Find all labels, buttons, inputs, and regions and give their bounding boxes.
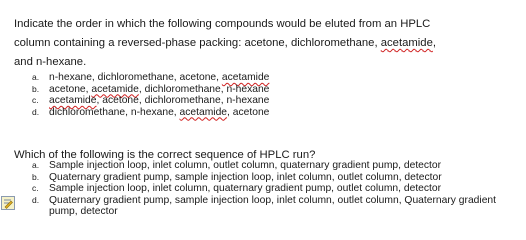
question-1-line-1: Indicate the order in which the following compounds would be eluted from an HPLC xyxy=(14,18,431,30)
question-1-option-b: b. acetone, acetamide, dichloromethane, n-hexane xyxy=(32,83,270,95)
question-1-option-d: d. dichloromethane, n-hexane, acetamide, acetone xyxy=(32,106,270,118)
option-letter: d. xyxy=(32,194,40,205)
question-2-option-d: d. Quaternary gradient pump, sample injection loop, inlet column, outlet column, Quaternary gradient pump, detector xyxy=(32,194,497,217)
question-1-line-3: and n-hexane. xyxy=(14,56,87,68)
spellcheck-flagged-word: acetamide xyxy=(49,95,97,106)
spellcheck-flagged-word: acetamide xyxy=(380,37,433,49)
spellcheck-flagged-word: acetamide xyxy=(179,106,228,118)
option-letter: c. xyxy=(32,183,39,193)
question-1-text: Indicate the order in which the following compounds would be eluted from an HPLC column containing a reversed-phase packing: acetone, dichloromethane, acetamide, and n-hexane. xyxy=(14,18,437,68)
comment-note-icon[interactable] xyxy=(1,196,15,210)
spellcheck-flagged-word: acetamide xyxy=(221,72,270,83)
option-letter: a. xyxy=(32,72,40,82)
question-2-option-c: c. Sample injection loop, inlet column, quaternary gradient pump, outlet column, detector xyxy=(32,183,442,194)
option-letter: d. xyxy=(32,106,40,117)
question-2-option-b: b. Quaternary gradient pump, sample injection loop, inlet column, outlet column, detector xyxy=(32,171,442,183)
option-letter: b. xyxy=(32,83,40,94)
question-1-option-c: c. acetamide, acetone, dichloromethane, n-hexane xyxy=(32,95,270,106)
option-letter: c. xyxy=(32,95,39,105)
option-letter: b. xyxy=(32,171,40,182)
question-2-text: Which of the following is the correct sequence of HPLC run? xyxy=(14,149,316,161)
question-2-option-a: a. Sample injection loop, inlet column, outlet column, quaternary gradient pump, detector xyxy=(32,160,442,171)
question-1-options xyxy=(32,72,269,118)
option-letter: a. xyxy=(32,160,40,170)
question-1-line-2: column containing a reversed-phase packing: acetone, dichloromethane, xyxy=(14,37,381,49)
spellcheck-flagged-word: acetamide xyxy=(91,83,139,95)
question-2-options xyxy=(32,160,502,218)
question-1-option-a: a. n-hexane, dichloromethane, acetone, acetamide xyxy=(32,72,270,83)
pencil-glyph xyxy=(2,197,14,209)
